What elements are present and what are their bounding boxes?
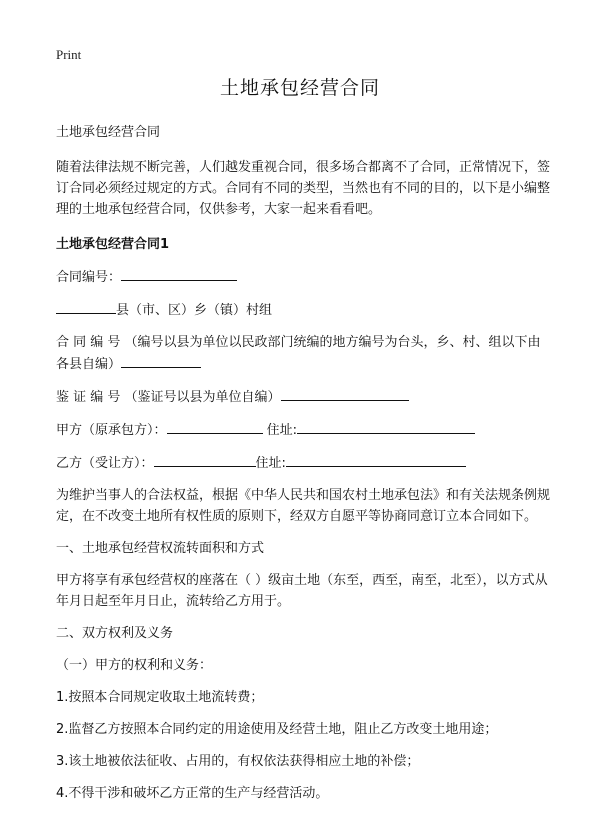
verify-code-line (56, 386, 550, 408)
contract-code-line (56, 332, 550, 375)
section1-body: 甲方将享有承包经营权的座落在（ ）级亩土地（东至，西至，南至，北至），以方式从年月日起至年月日止，流转给乙方用于。 (56, 573, 548, 609)
section2-heading: 二、双方权利及义务 (56, 626, 174, 641)
party-a-label: 甲方（原承包方）： (56, 423, 167, 438)
location-line (56, 299, 550, 321)
party-b-blank (154, 452, 256, 467)
contract-code-blank (121, 353, 201, 368)
document-body (56, 122, 550, 815)
print-link[interactable]: Print (56, 47, 82, 62)
section2-subheading: （一）甲方的权利和义务： (56, 658, 213, 673)
party-b-address-label: 住址: (255, 456, 286, 471)
list-item: 2.监督乙方按照本合同约定的用途使用及经营土地，阻止乙方改变土地用途； (56, 722, 498, 737)
location-text: 县（市、区）乡（镇）村组 (116, 303, 273, 318)
verify-code-blank (281, 386, 409, 401)
section1-heading: 一、土地承包经营权流转面积和方式 (56, 541, 265, 556)
party-b-address-blank (286, 452, 466, 467)
document-subtitle: 土地承包经营合同 (56, 125, 161, 140)
contract-number-line (56, 266, 550, 288)
list-item: 1.按照本合同规定收取土地流转费； (56, 690, 264, 705)
intro-paragraph: 随着法律法规不断完善，人们越发重视合同，很多场合都离不了合同，正常情况下，签订合同必须经过规定的方式。合同有不同的类型，当然也有不同的目的，以下是小编整理的土地承包经营合同，仅供参考，大家一起来看看吧。 (56, 160, 551, 217)
contract-number-label: 合同编号： (56, 270, 122, 285)
party-a-line (56, 419, 550, 441)
party-b-line (56, 452, 550, 474)
party-b-label: 乙方（受让方）： (56, 456, 154, 471)
party-a-blank (167, 419, 263, 434)
preamble-paragraph: 为维护当事人的合法权益，根据《中华人民共和国农村土地承包法》和有关法规条例规定，在不改变土地所有权性质的原则下，经双方自愿平等协商同意订立本合同如下。 (56, 488, 551, 524)
party-a-address-label: 住址: (266, 423, 298, 438)
county-blank (56, 299, 116, 314)
list-item: 3.该土地被依法征收、占用的，有权依法获得相应土地的补偿； (56, 754, 420, 769)
list-item: 4.不得干涉和破坏乙方正常的生产与经营活动。 (56, 786, 329, 801)
verify-code-text: 鉴 证 编 号 （鉴证号以县为单位自编） (56, 390, 281, 405)
document-title: 土地承包经营合同 (219, 77, 380, 99)
contract-heading: 土地承包经营合同1 (56, 237, 170, 252)
contract-code-text: 合 同 编 号 （编号以县为单位以民政部门统编的地方编号为台头，乡、村、组以下由各县自编） (56, 335, 541, 372)
contract-number-blank (121, 266, 237, 281)
party-a-address-blank (297, 419, 475, 434)
